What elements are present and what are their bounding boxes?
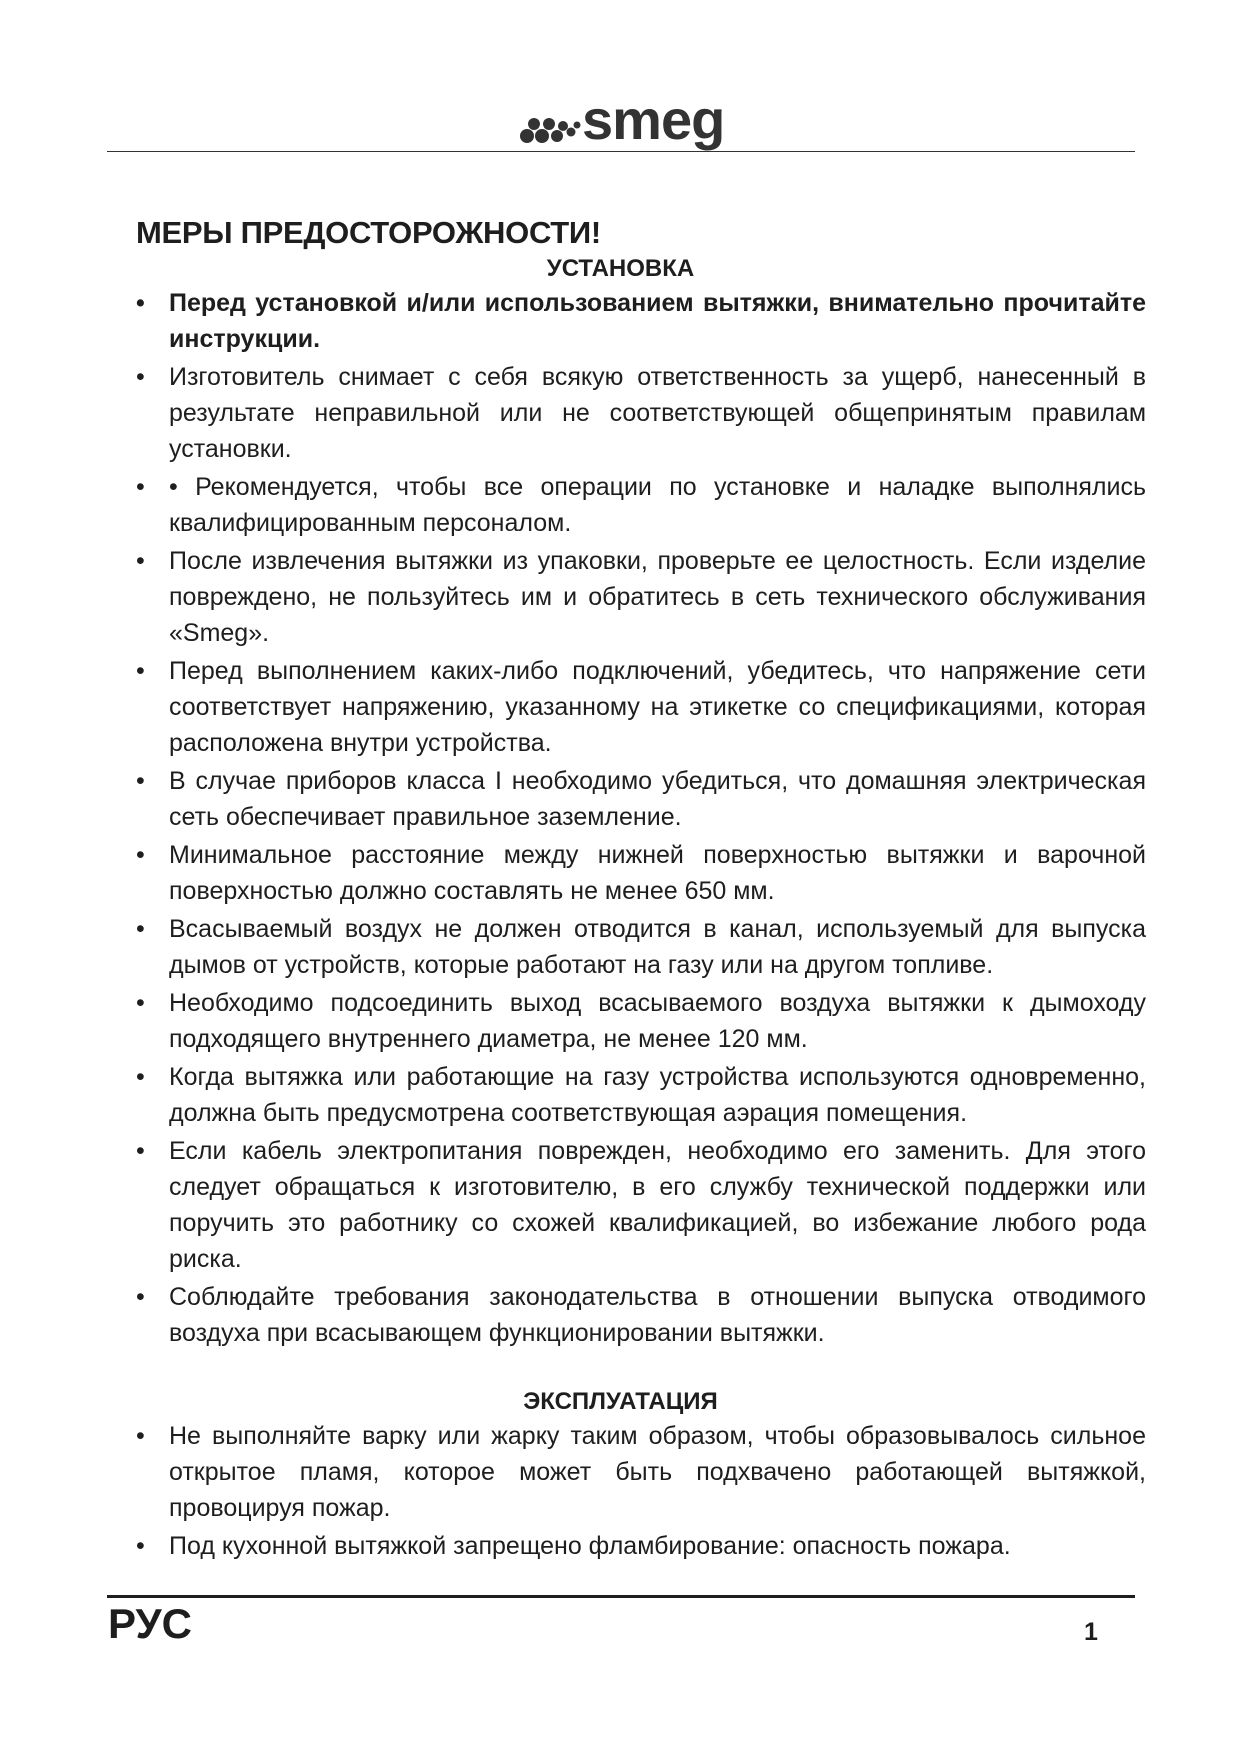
list-item [136,285,1146,357]
list-item-text: Изготовитель снимает с себя всякую ответственность за ущерб, нанесенный в результате неправильной или не соответствующей общепринятым правилам установки. [169,363,1146,463]
list-item-text: Перед выполнением каких-либо подключений, убедитесь, что напряжение сети соответствует напряжению, указанному на этикетке со спецификациями, которая расположена внутри устройства. [169,657,1146,757]
list-item [136,1059,1146,1131]
bullet: • [136,1063,145,1091]
list-item [136,837,1146,909]
bullet: • [136,473,145,501]
list-item [136,1133,1146,1277]
language-code: РУС [108,1600,192,1647]
list-item-text: Перед установкой и/или использованием вытяжки, внимательно прочитайте инструкции. [169,289,1146,353]
list-item-text: Минимальное расстояние между нижней поверхностью вытяжки и варочной поверхностью должно составлять не менее 650 мм. [169,841,1146,905]
bullet: • [136,989,145,1017]
section-heading-installation: УСТАНОВКА [546,255,695,282]
list-item [136,911,1146,983]
list-item [136,763,1146,835]
page-title: МЕРЫ ПРЕДОСТОРОЖНОСТИ! [136,215,601,250]
bullet: • [136,767,145,795]
bullet: • [136,289,145,317]
bullet: • [136,1422,145,1450]
installation-list [136,285,1146,1353]
list-item [136,359,1146,467]
bullet: • [136,657,145,685]
header-divider [107,151,1135,152]
page-number: 1 [1084,1618,1098,1646]
list-item-text: Когда вытяжка или работающие на газу устройства используются одновременно, должна быть предусмотрена соответствующая аэрация помещения. [169,1063,1146,1127]
bullet: • [136,915,145,943]
bullet: • [136,547,145,575]
list-item [136,985,1146,1057]
bullet: • [136,841,145,869]
bullet: • [136,1137,145,1165]
section-heading-operation: ЭКСПЛУАТАЦИЯ [523,1388,718,1415]
list-item [136,1418,1146,1526]
list-item-text: Соблюдайте требования законодательства в отношении выпуска отводимого воздуха при всасывающем функционировании вытяжки. [169,1283,1146,1347]
list-item-text: Если кабель электропитания поврежден, необходимо его заменить. Для этого следует обращаться к изготовителю, в его службу технической поддержки или поручить это работнику со схожей квалификацией, во избежание любого рода риска. [169,1137,1146,1273]
bullet: • [136,1283,145,1311]
bullet: • [136,1532,145,1560]
operation-list [136,1418,1146,1566]
list-item [136,543,1146,651]
brand-logo [518,88,728,151]
list-item [136,653,1146,761]
list-item-text: В случае приборов класса I необходимо убедиться, что домашняя электрическая сеть обеспечивает правильное заземление. [169,767,1146,831]
bullet: • [136,363,145,391]
footer-divider [107,1595,1135,1598]
list-item-text: Под кухонной вытяжкой запрещено фламбирование: опасность пожара. [169,1532,1011,1560]
list-item [136,1279,1146,1351]
list-item-text: • Рекомендуется, чтобы все операции по установке и наладке выполнялись квалифицированным персоналом. [169,473,1146,537]
list-item-text: Не выполняйте варку или жарку таким образом, чтобы образовывалось сильное открытое пламя, которое может быть подхвачено работающей вытяжкой, провоцируя пожар. [169,1422,1146,1522]
logo-text: smeg [582,88,725,151]
list-item-text: После извлечения вытяжки из упаковки, проверьте ее целостность. Если изделие повреждено, не пользуйтесь им и обратитесь в сеть технического обслуживания «Smeg». [169,547,1146,647]
list-item-text: Необходимо подсоединить выход всасываемого воздуха вытяжки к дымоходу подходящего внутреннего диаметра, не менее 120 мм. [169,989,1146,1053]
logo-dots-icon [518,98,582,150]
list-item [136,1528,1146,1564]
list-item-text: Всасываемый воздух не должен отводится в канал, используемый для выпуска дымов от устройств, которые работают на газу или на другом топливе. [169,915,1146,979]
list-item [136,469,1146,541]
